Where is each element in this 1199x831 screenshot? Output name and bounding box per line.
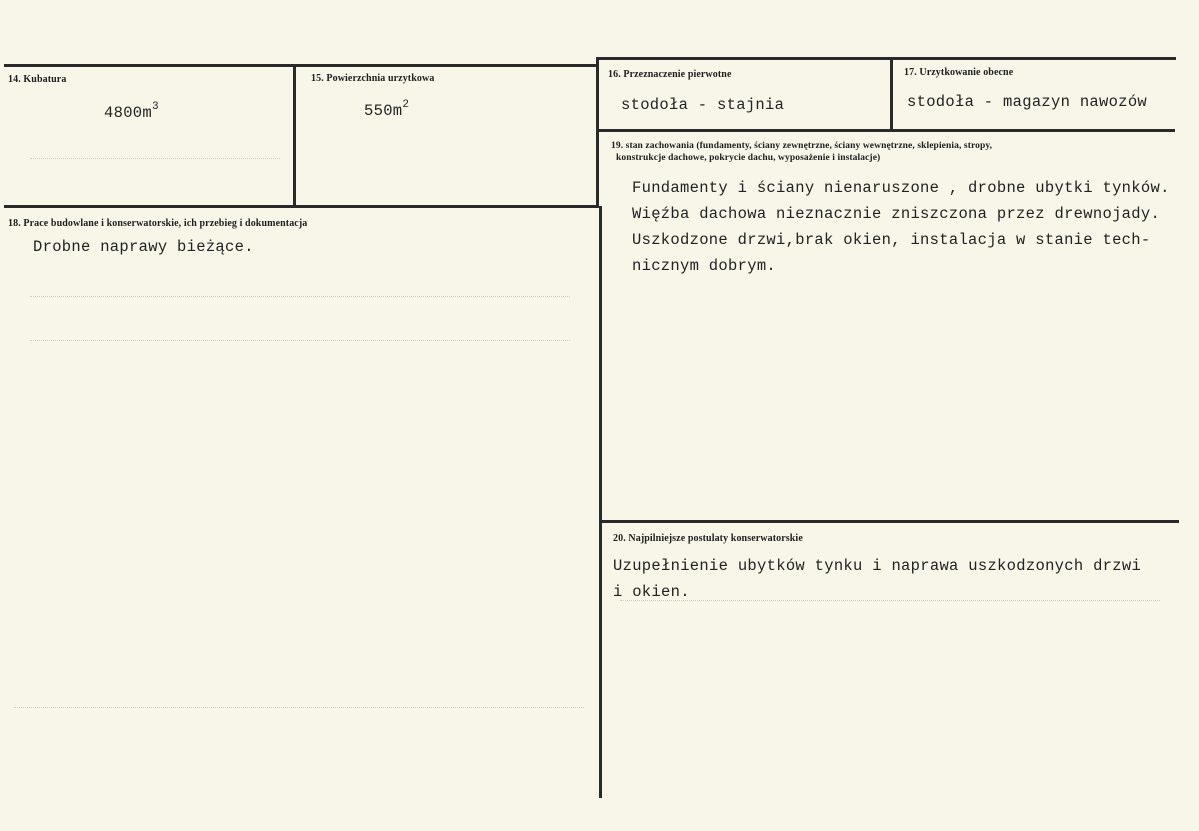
area-number: 550m: [364, 102, 403, 121]
guide-line: [30, 340, 570, 341]
field-17-label: 17. Urzytkowanie obecne: [904, 67, 1014, 78]
field-20-text: [613, 553, 1141, 605]
field-19-label-line1: 19. stan zachowania (fundamenty, ściany zewnętrzne, ściany wewnętrzne, sklepienia, stropy,: [611, 141, 993, 151]
guide-line: [30, 296, 570, 297]
field-15-value: [364, 101, 409, 120]
field-17-value: stodoła - magazyn nawozów: [907, 93, 1148, 111]
field-18-value: Drobne naprawy bieżące.: [33, 238, 254, 256]
kubatura-number: 4800m: [104, 104, 153, 123]
text-line: nicznym dobrym.: [632, 257, 777, 275]
rule-under-14-15: [4, 205, 598, 208]
field-19-text: [632, 175, 1170, 279]
field-14-label: 14. Kubatura: [8, 74, 67, 85]
text-line: Fundamenty i ściany nienaruszone , drobne ubytki tynków.: [632, 179, 1170, 197]
text-line: Uzupełnienie ubytków tynku i naprawa uszkodzonych drzwi: [613, 557, 1142, 575]
top-rule-right: [596, 57, 1176, 60]
text-line: Uszkodzone drzwi,brak okien, instalacja w stanie tech-: [632, 231, 1151, 249]
rule-above-20: [601, 520, 1179, 523]
rule-under-16-17: [597, 129, 1175, 132]
guide-line: [30, 158, 280, 159]
guide-line: [14, 707, 584, 708]
field-20-label: 20. Najpilniejsze postulaty konserwatorskie: [613, 533, 803, 544]
field-18-label: 18. Prace budowlane i konserwatorskie, ich przebieg i dokumentacja: [8, 218, 308, 229]
text-line: Więźba dachowa nieznacznie zniszczona przez drewnojady.: [632, 205, 1161, 223]
top-rule-left: [4, 64, 596, 67]
field-14-value: [104, 103, 159, 122]
divider-16-17: [890, 58, 893, 130]
divider-lower: [599, 206, 602, 798]
area-exponent: 2: [402, 99, 410, 111]
field-16-value: stodoła - stajnia: [621, 96, 785, 114]
divider-14-15: [293, 66, 296, 208]
field-16-label: 16. Przeznaczenie pierwotne: [608, 69, 732, 80]
divider-main: [596, 58, 599, 208]
field-19-label-line2: konstrukcje dachowe, pokrycie dachu, wyposażenie i instalacje): [616, 153, 881, 163]
kubatura-exponent: 3: [152, 101, 159, 113]
field-15-label: 15. Powierzchnia urzytkowa: [311, 73, 435, 84]
text-line: i okien.: [613, 583, 690, 601]
